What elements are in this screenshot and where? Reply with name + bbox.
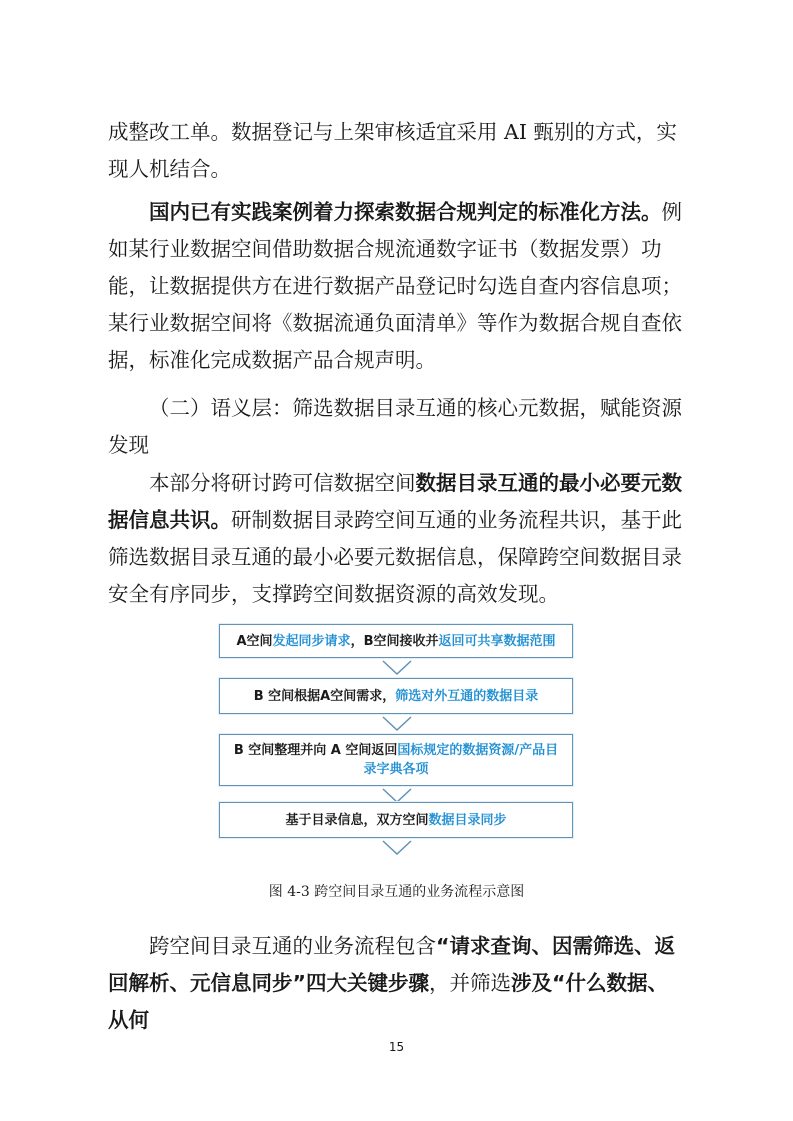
page-number: 15 — [388, 1040, 405, 1054]
flow-step-1-part-a: A空间 — [236, 633, 273, 649]
paragraph-1-text: 成整改工单。数据登记与上架审核适宜采用 AI 甄别的方式，实现人机结合。 — [108, 120, 677, 181]
paragraph-3-text: 研制数据目录跨空间互通的业务流程共识，基于此筛选数据目录互通的最小必要元数据信息，保障跨空间数据目录安全有序同步，支撑跨空间数据资源的高效发现。 — [108, 508, 682, 606]
paragraph-4-bold-1: “请求查询、因需筛选、返回解析、元信息同步”四大关键步骤 — [108, 934, 675, 995]
down-arrow-icon — [382, 840, 412, 856]
down-arrow-icon — [382, 660, 412, 676]
paragraph-4-lead: 跨空间目录互通的业务流程包含 — [149, 934, 436, 958]
section-heading-text: （二）语义层：筛选数据目录互通的核心元数据，赋能资源发现 — [108, 396, 682, 457]
flow-step-2 — [219, 678, 573, 714]
flow-step-4 — [219, 802, 573, 838]
paragraph-2-text: 例如某行业数据空间借助数据合规流通数字证书（数据发票）功能，让数据提供方在进行数据产品登记时勾选自查内容信息项；某行业数据空间将《数据流通负面清单》等作为数据合规自查依据，标准化完成数据产品合规声明。 — [108, 200, 682, 372]
flow-step-1 — [219, 624, 573, 658]
down-arrow-icon — [382, 716, 412, 732]
flow-step-1-highlight-2: 返回可共享数据范围 — [438, 633, 556, 649]
flow-step-1-highlight-1: 发起同步请求 — [272, 633, 351, 649]
flow-step-3-part-a: B 空间整理并向 A 空间返回 — [233, 743, 398, 758]
flow-step-2-part-a: B 空间根据A空间需求， — [253, 688, 396, 704]
flow-step-1-part-c: ，B空间接收并 — [350, 633, 439, 649]
flow-step-2-highlight: 筛选对外互通的数据目录 — [395, 688, 539, 704]
paragraph-3 — [108, 465, 688, 613]
flow-step-4-highlight: 数据目录同步 — [428, 812, 507, 828]
paragraph-3-bold: 数据目录互通的最小必要元数据信息共识。 — [108, 471, 682, 532]
paragraph-4-bold-2: 涉及“什么数据、从何 — [108, 971, 668, 1032]
flow-step-4-part-a: 基于目录信息，双方空间 — [285, 812, 429, 828]
figure-caption: 图 4-3 跨空间目录互通的业务流程示意图 — [268, 884, 525, 900]
flow-step-3 — [219, 734, 573, 786]
paragraph-1 — [108, 114, 688, 188]
paragraph-2-bold: 国内已有实践案例着力探索数据合规判定的标准化方法。 — [149, 200, 662, 224]
flow-diagram — [219, 624, 575, 864]
paragraph-4-mid: ，并筛选 — [428, 971, 511, 995]
paragraph-4 — [108, 928, 688, 1039]
flow-step-3-highlight: 国标规定的数据资源/产品目录字典各项 — [363, 743, 559, 777]
section-heading — [108, 390, 688, 464]
paragraph-3-lead: 本部分将研讨跨可信数据空间 — [149, 471, 416, 495]
paragraph-2 — [108, 194, 688, 379]
